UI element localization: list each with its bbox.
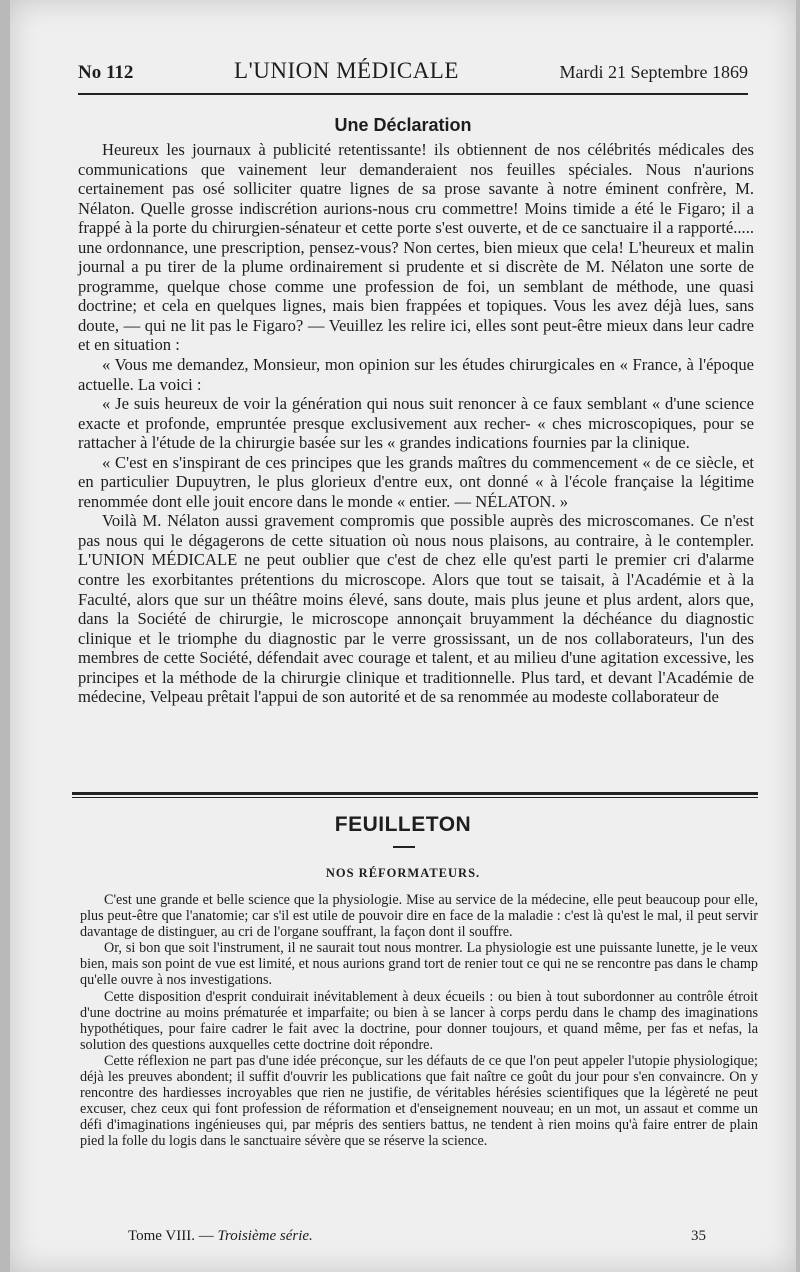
quoted-letter-paragraph: « Je suis heureux de voir la génération qui nous suit renoncer à ce faux semblant « d'une science exacte et profonde, empruntée presque exclusivement aux recher- « ches microscopiques, pour se rattacher à l'étude de la chirurgie basée sur les « grandes indications fournies par la clinique.: [78, 394, 754, 453]
feuilleton-double-rule-top: [72, 792, 758, 795]
journal-name: L'UNION MÉDICALE: [234, 58, 459, 83]
page-number: 35: [691, 1228, 706, 1244]
feuilleton-body: [80, 892, 758, 1150]
running-header: [78, 58, 748, 88]
feuilleton-paragraph: C'est une grande et belle science que la physiologie. Mise au service de la médecine, elle peut beaucoup pour elle, plus peut-être que l'anatomie; car s'il est utile de pouvoir dire en face de la maladie : c'est là qu'est le mal, il peut servir davantage de distinguer, au cri de l'organe souffrant, la façon dont il souffre.: [80, 892, 758, 941]
article-title: Une Déclaration: [334, 115, 472, 135]
quoted-letter-paragraph: « C'est en s'inspirant de ces principes que les grands maîtres du commencement « de ce siècle, et en particulier Dupuytren, le plus glorieux d'entre eux, ont donné « à l'école française la légitime renommée dont elle jouit encore dans le monde « entier. — NÉLATON. »: [78, 452, 754, 511]
feuilleton-subtitle: NOS RÉFORMATEURS.: [325, 866, 481, 880]
volume-info: [128, 1228, 313, 1245]
page-footer: [128, 1228, 706, 1245]
header-rule: [78, 93, 748, 95]
article-paragraph: Voilà M. Nélaton aussi gravement compromis que possible auprès des microscomanes. Ce n'est pas nous qui le dégagerons de cette situation où nous nous plaisons, au contraire, à le contempler. L'UNION MÉDICALE ne peut oublier que c'est de chez elle qu'est parti le premier cri d'alarme contre les exorbitantes prétentions du microscope. Alors que tout se taisait, à l'Académie et à la Faculté, alors que sur un théâtre moins élevé, sans doute, mais plus jeune et plus ardent, alors que, dans la Société de chirurgie, le microscope annonçait bruyamment la déchéance du diagnostic clinique et le triomphe du diagnostic par le verre grossissant, un de nos collaborateurs, l'un des membres de cette Société, défendait avec courage et talent, et au milieu d'une agitation excessive, les principes et la méthode de la chirurgie clinique et traditionnelle. Plus tard, et devant l'Académie de médecine, Velpeau prêtait l'appui de son autorité et de sa renommée au modeste collaborateur de: [78, 511, 754, 707]
feuilleton-paragraph: Cette disposition d'esprit conduirait inévitablement à deux écueils : ou bien à tout subordonner au contrôle étroit d'une doctrine au moins prématurée et imparfaite; ou bien à se lancer à corps perdu dans le champ des imaginations hypothétiques, pour faire cadrer le fait avec la doctrine, pour donner toujours, et quand même, per fas et nefas, la solution des questions auxquelles cette doctrine doit répondre.: [80, 988, 758, 1053]
issue-date: Mardi 21 Septembre 1869: [559, 62, 748, 82]
feuilleton-paragraph: Cette réflexion ne part pas d'une idée préconçue, sur les défauts de ce que l'on peut appeler l'utopie physiologique; déjà les preuves abondent; il suffit d'ouvrir les publications que fait naître ce goût du jour pour s'en convaincre. On y rencontre des hardiesses incroyables que rien ne justifie, de véritables hérésies scientifiques que la légèreté ne peut excuser, chez ceux qui font profession de réformation et d'enseignement nouveau; en un mot, un assaut et comme un défi d'imaginations ingénieuses qui, par mépris des sentiers battus, ne tendent à rien moins qu'à faire entrer de plain pied la folle du logis dans le sanctuaire sévère que se réserve la science.: [80, 1052, 758, 1150]
newspaper-page: [10, 0, 796, 1272]
article-paragraph: Heureux les journaux à publicité retentissante! ils obtiennent de nos célébrités médicales des communications que vainement leur demanderaient nos feuilles spéciales. Nous n'aurions certainement pas osé solliciter quatre lignes de sa prose savante à notre éminent confrère, M. Nélaton. Quelle grosse indiscrétion aurions-nous cru commettre! Moins timide a été le Figaro; il a frappé à la porte du chirurgien-sénateur et cette porte s'est ouverte, et de ce sanctuaire il a rapporté..... une ordonnance, une prescription, pensez-vous? Non certes, bien mieux que cela! L'heureux et malin journal a pu tirer de la plume ordinairement si prudente et si discrète de M. Nélaton une sorte de programme, quelque chose comme une profession de foi, un semblant de méthode, une quasi doctrine; et cela en quelques lignes, mais bien frappées et topiques. Vous les avez déjà lues, sans doute, — qui ne lit pas le Figaro? — Veuillez les relire ici, elles sont peut-être mieux dans leur cadre et en situation :: [78, 140, 754, 355]
feuilleton-double-rule-bottom: [72, 797, 758, 798]
feuilleton-short-rule: [393, 846, 415, 848]
series-label: Troisième série.: [217, 1228, 313, 1244]
article-body: [78, 140, 754, 707]
feuilleton-title: FEUILLETON: [334, 813, 472, 836]
volume-label: Tome VIII. —: [128, 1228, 214, 1244]
issue-number: No 112: [78, 62, 134, 83]
quoted-letter-line: « Vous me demandez, Monsieur, mon opinion sur les études chirurgicales en « France, à l'époque actuelle. La voici :: [78, 355, 754, 394]
feuilleton-paragraph: Or, si bon que soit l'instrument, il ne saurait tout nous montrer. La physiologie est une puissante lunette, je le veux bien, mais son point de vue est limité, et nous aurions grand tort de renier tout ce qui ne se rencontre pas dans le champ qu'elle ouvre à nos investigations.: [80, 940, 758, 989]
